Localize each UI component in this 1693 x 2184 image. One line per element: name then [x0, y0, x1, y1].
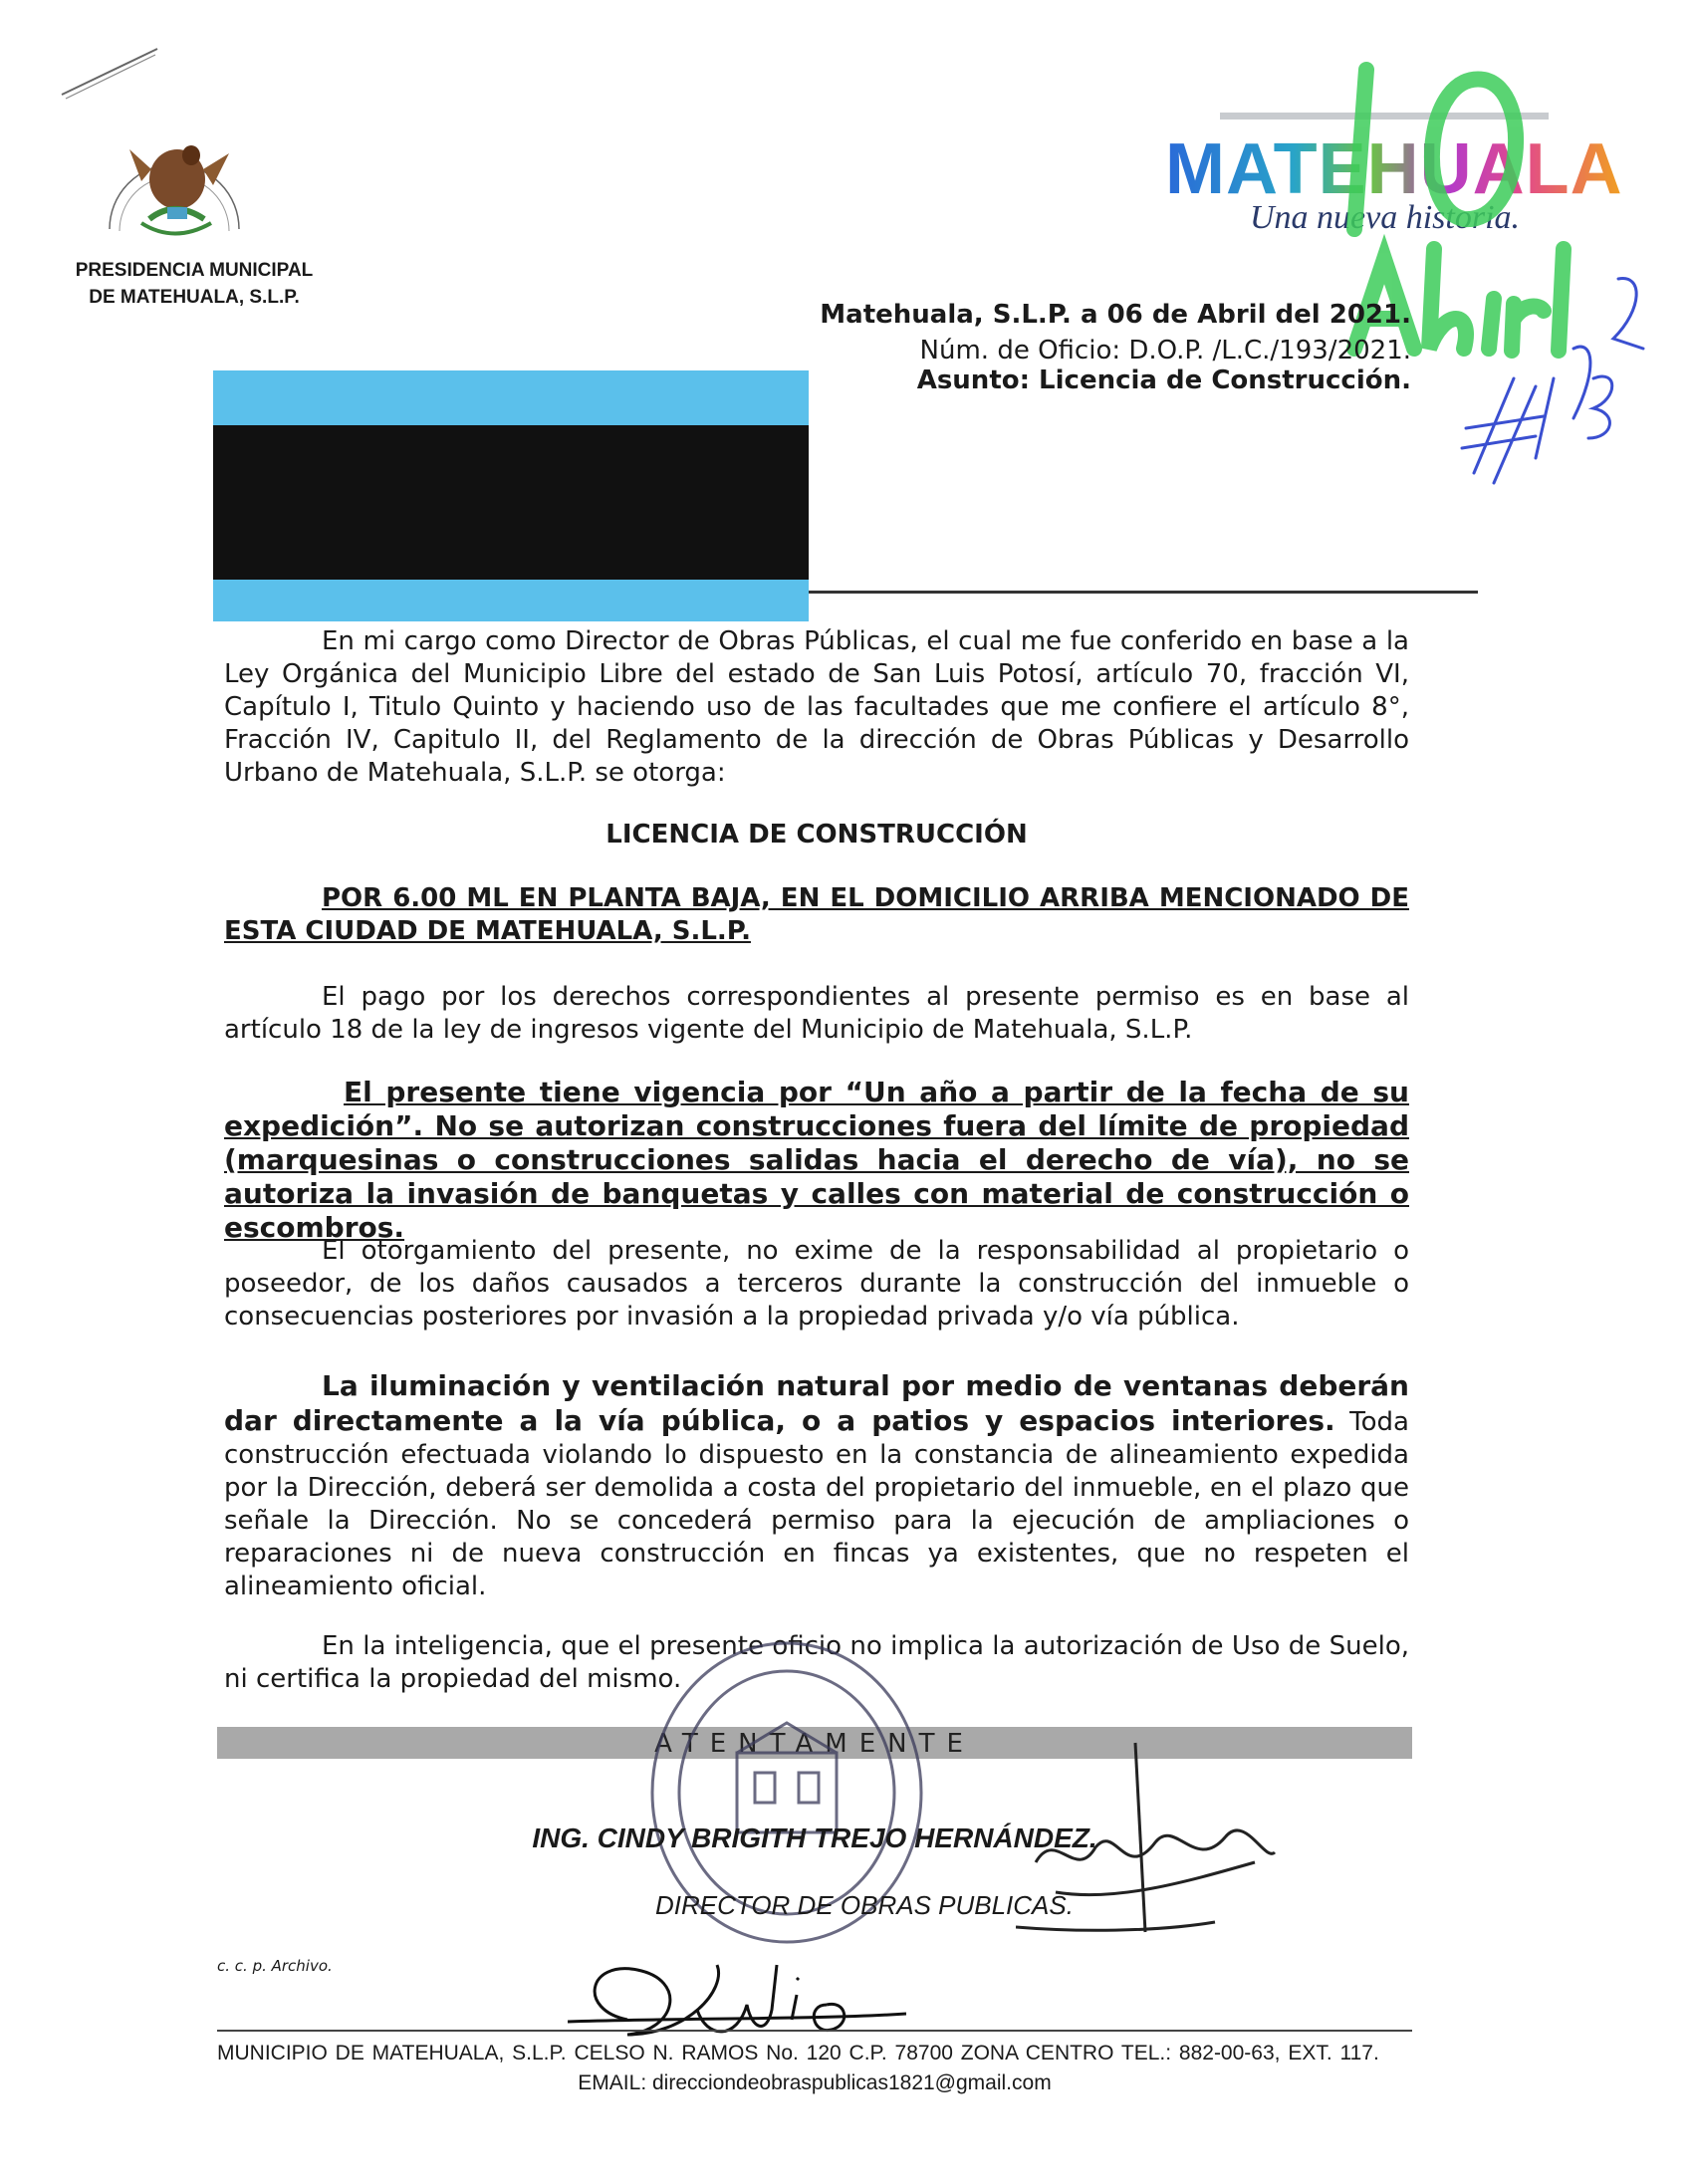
validity-paragraph: El presente tiene vigencia por “Un año a partir de la fecha de su expedición”. No se autorizan construcciones fuera del límite de propiedad (marquesinas o construcciones salidas hacia el derecho de vía), no se autoriza la invasión de banquetas y calles con material de construcción o escombros. [224, 1076, 1409, 1244]
signer-name: ING. CINDY BRIGITH TREJO HERNÁNDEZ. [532, 1822, 1097, 1853]
license-heading: LICENCIA DE CONSTRUCCIÓN [605, 820, 1028, 849]
handwritten-annotation [1275, 20, 1693, 498]
logo-text: MATEHUALA [1165, 129, 1623, 209]
issuer-line-1: PRESIDENCIA MUNICIPAL [75, 260, 314, 281]
recipient-underline [809, 591, 1478, 594]
logo-tagline: Una nueva historia. [1250, 199, 1521, 236]
lighting-bold-text: La iluminación y ventilación natural por medio de ventanas deberán dar directamente a la vía pública, o a patios y espacios interiores. [224, 1369, 1409, 1437]
closing-paragraph: En la inteligencia, que el presente oficio no implica la autorización de Uso de Suelo, ni certifica la propiedad del mismo. [224, 1631, 1409, 1694]
subject-line: Asunto: Licencia de Construcción. [916, 365, 1411, 395]
payment-paragraph: El pago por los derechos correspondientes al presente permiso es en base al artículo 18 de la ley de ingresos vigente del Municipio de Matehuala, S.L.P. [224, 982, 1409, 1045]
signer-title: DIRECTOR DE OBRAS PUBLICAS. [655, 1890, 1074, 1920]
lighting-paragraph [224, 1369, 1409, 1603]
liability-paragraph: El otorgamiento del presente, no exime de la responsabilidad al propietario o poseedor, de los daños causados a terceros durante la construcción del inmueble o consecuencias posteriores por invasión a la propiedad privada y/o vía pública. [224, 1236, 1409, 1332]
pen-scratch-mark [60, 45, 159, 105]
issuer-line-2: DE MATEHUALA, S.L.P. [89, 287, 300, 308]
salutation-text: ATENTAMENTE [654, 1729, 975, 1759]
redacted-recipient-block [213, 370, 809, 621]
redaction-bar [213, 425, 809, 580]
national-seal-logo [80, 120, 269, 249]
document-date: Matehuala, S.L.P. a 06 de Abril del 2021. [820, 300, 1411, 330]
issuer-heading [40, 257, 349, 311]
footer-address: MUNICIPIO DE MATEHUALA, S.L.P. CELSO N. RAMOS No. 120 C.P. 78700 ZONA CENTRO TEL.: 882-00-63, EXT. 117. [217, 2042, 1379, 2064]
license-description: POR 6.00 ML EN PLANTA BAJA, EN EL DOMICILIO ARRIBA MENCIONADO DE ESTA CIUDAD DE MATEHUALA, S.L.P. [224, 883, 1409, 946]
footer-divider [217, 2030, 1412, 2032]
oficio-number: Núm. de Oficio: D.O.P. /L.C./193/2021. [919, 336, 1411, 365]
handwritten-initials [568, 1950, 906, 2050]
lighting-regular-text: Toda construcción efectuada violando lo dispuesto en la constancia de alineamiento expedida por la Dirección, deberá ser demolida a costa del propietario del inmueble, en el plazo que señale la Dirección. No se concederá permiso para la ejecución de ampliaciones o reparaciones ni de nueva construcción en fincas ya existentes, que no respeten el alineamiento oficial. [224, 1407, 1409, 1601]
intro-paragraph: En mi cargo como Director de Obras Públicas, el cual me fue conferido en base a la Ley Orgánica del Municipio Libre del estado de San Luis Potosí, artículo 70, fracción VI, Capítulo I, Titulo Quinto y haciendo uso de las facultades que me confiere el artículo 8°, Fracción IV, Capitulo II, del Reglamento de la dirección de Obras Públicas y Desarrollo Urbano de Matehuala, S.L.P. se otorga: [224, 626, 1409, 788]
carbon-copy-note: c. c. p. Archivo. [217, 1957, 333, 1975]
footer-email: EMAIL: direcciondeobraspublicas1821@gmail.com [578, 2071, 1052, 2094]
